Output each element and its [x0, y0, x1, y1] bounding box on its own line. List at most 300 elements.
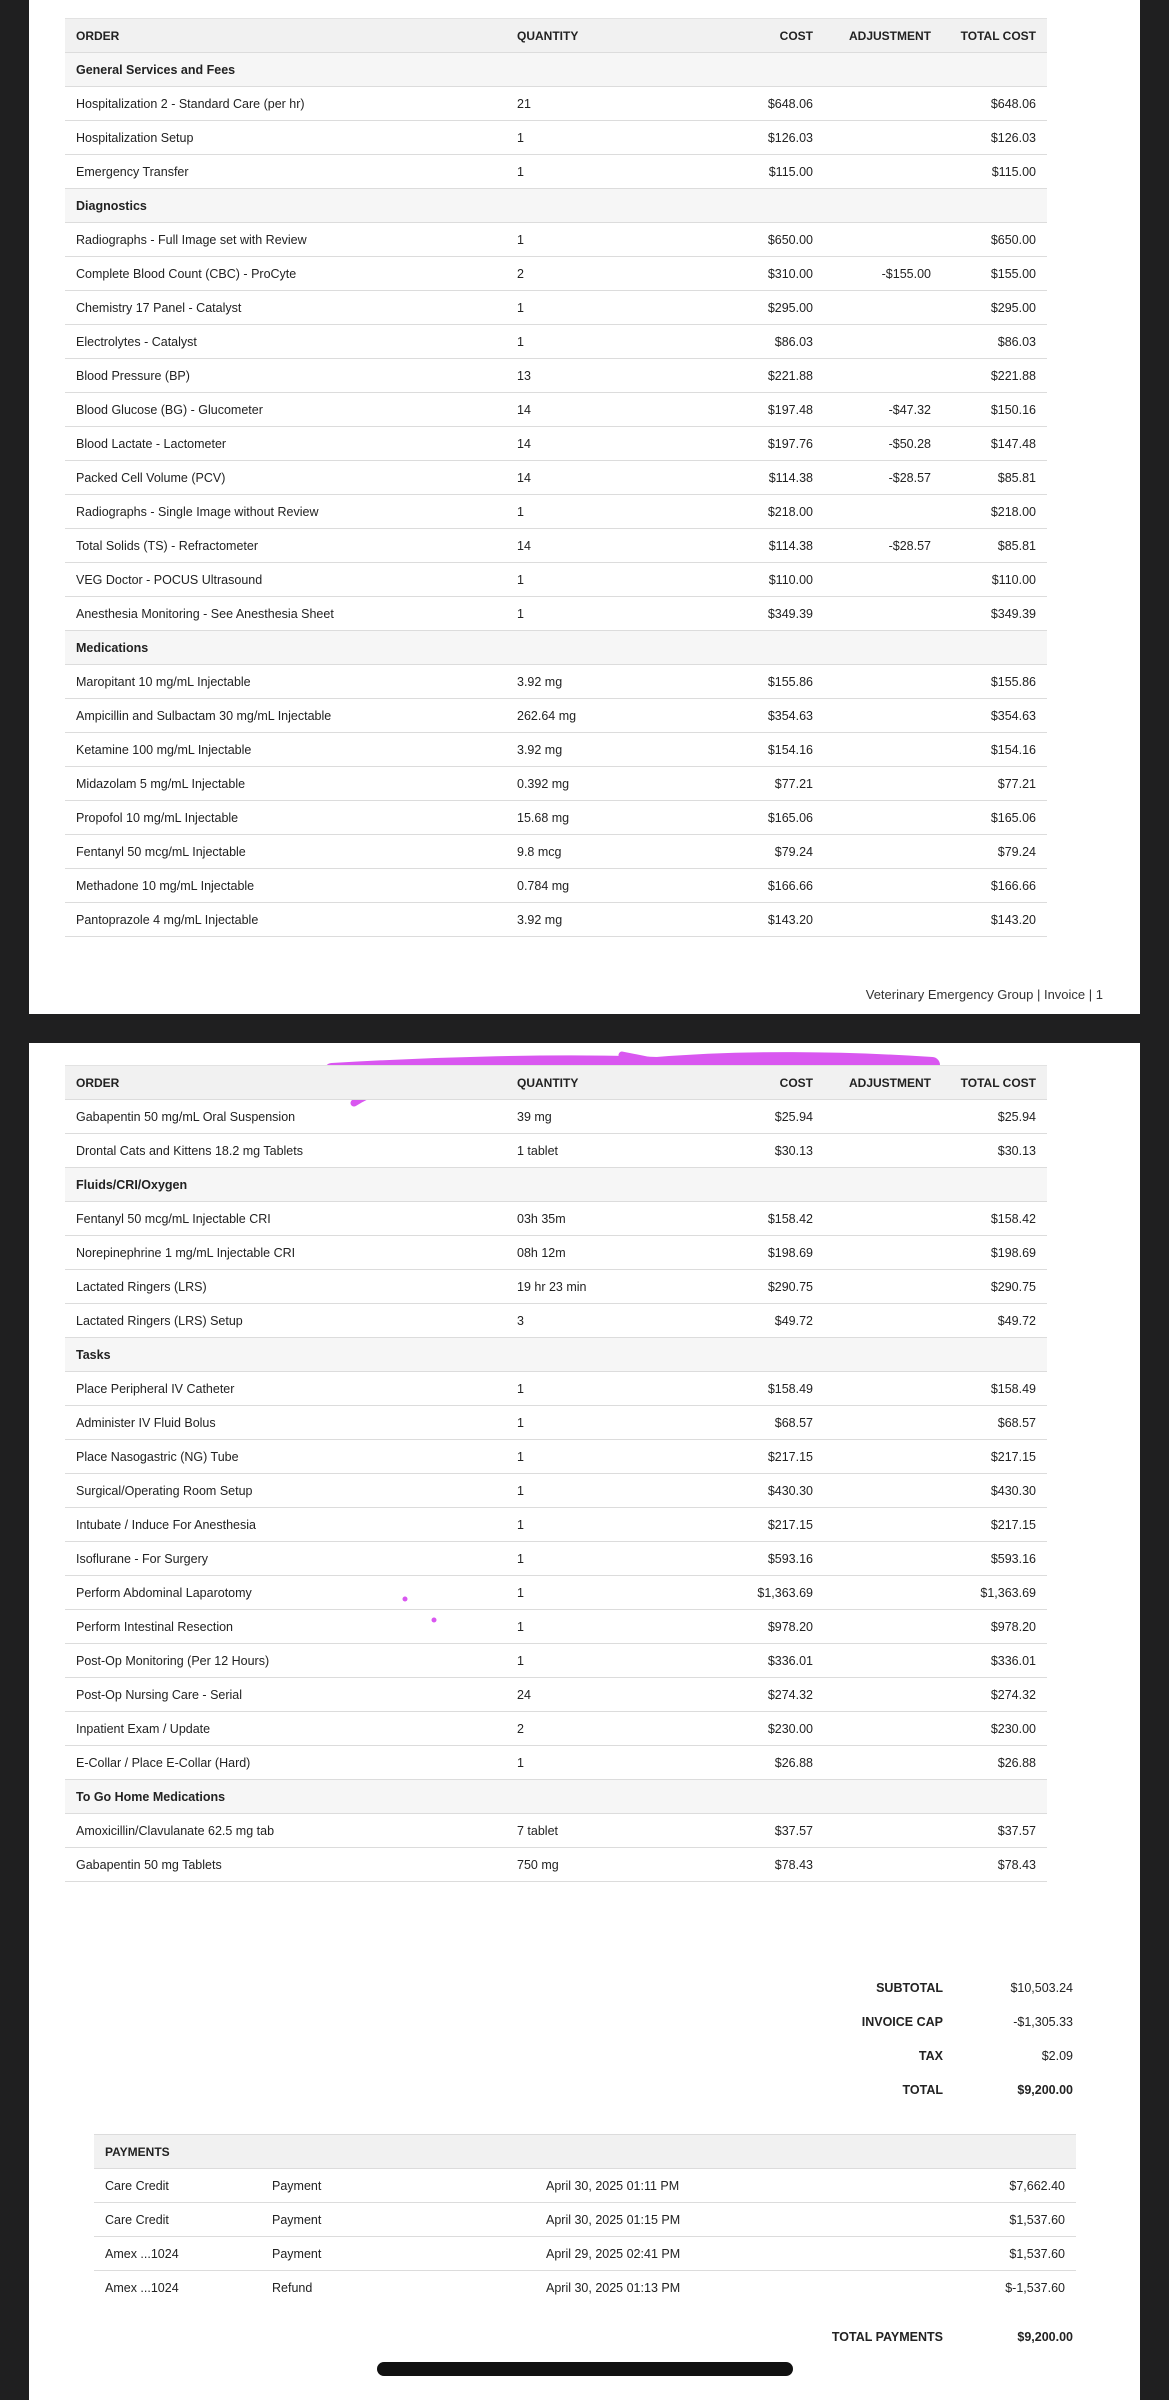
- item-adjustment: [824, 563, 942, 597]
- item-name: Fentanyl 50 mcg/mL Injectable CRI: [65, 1202, 506, 1236]
- table-row: [65, 699, 1047, 733]
- item-total-cost: $158.42: [942, 1202, 1047, 1236]
- item-cost: $295.00: [728, 291, 824, 325]
- column-header-quantity: QUANTITY: [506, 1066, 728, 1100]
- item-cost: $230.00: [728, 1712, 824, 1746]
- item-total-cost: $147.48: [942, 427, 1047, 461]
- item-cost: $349.39: [728, 597, 824, 631]
- totals-label: TOTAL: [902, 2083, 943, 2097]
- item-total-cost: $26.88: [942, 1746, 1047, 1780]
- item-cost: $25.94: [728, 1100, 824, 1134]
- payment-date: April 30, 2025 01:11 PM: [535, 2169, 876, 2203]
- category-name: Tasks: [65, 1338, 1047, 1372]
- item-quantity: 2: [506, 257, 728, 291]
- item-adjustment: [824, 1406, 942, 1440]
- item-quantity: 0.784 mg: [506, 869, 728, 903]
- item-name: Midazolam 5 mg/mL Injectable: [65, 767, 506, 801]
- item-total-cost: $274.32: [942, 1678, 1047, 1712]
- item-cost: $354.63: [728, 699, 824, 733]
- item-adjustment: [824, 1134, 942, 1168]
- item-name: Lactated Ringers (LRS): [65, 1270, 506, 1304]
- item-quantity: 1: [506, 1474, 728, 1508]
- item-cost: $78.43: [728, 1848, 824, 1882]
- payment-row: [94, 2203, 1076, 2237]
- table-row: [65, 903, 1047, 937]
- table-row: [65, 223, 1047, 257]
- line-items-table-page-1: [65, 18, 1047, 937]
- item-cost: $158.42: [728, 1202, 824, 1236]
- item-total-cost: $68.57: [942, 1406, 1047, 1440]
- table-row: [65, 1678, 1047, 1712]
- payment-row: [94, 2237, 1076, 2271]
- item-quantity: 1: [506, 1576, 728, 1610]
- item-quantity: 1: [506, 1746, 728, 1780]
- item-quantity: 13: [506, 359, 728, 393]
- category-name: General Services and Fees: [65, 53, 1047, 87]
- item-adjustment: [824, 223, 942, 257]
- item-cost: $158.49: [728, 1372, 824, 1406]
- payments-table: [94, 2134, 1076, 2305]
- item-name: Methadone 10 mg/mL Injectable: [65, 869, 506, 903]
- item-name: Post-Op Monitoring (Per 12 Hours): [65, 1644, 506, 1678]
- item-adjustment: -$155.00: [824, 257, 942, 291]
- item-name: Emergency Transfer: [65, 155, 506, 189]
- column-header-adjustment: ADJUSTMENT: [824, 19, 942, 53]
- item-cost: $37.57: [728, 1814, 824, 1848]
- item-quantity: 0.392 mg: [506, 767, 728, 801]
- table-row: [65, 393, 1047, 427]
- item-adjustment: [824, 155, 942, 189]
- item-cost: $115.00: [728, 155, 824, 189]
- column-header-cost: COST: [728, 1066, 824, 1100]
- item-total-cost: $49.72: [942, 1304, 1047, 1338]
- payment-type: Payment: [261, 2237, 535, 2271]
- totals-row: [803, 2005, 1073, 2039]
- category-row: [65, 1780, 1047, 1814]
- item-cost: $648.06: [728, 87, 824, 121]
- table-row: [65, 1746, 1047, 1780]
- payment-amount: $1,537.60: [876, 2203, 1076, 2237]
- item-cost: $978.20: [728, 1610, 824, 1644]
- item-cost: $49.72: [728, 1304, 824, 1338]
- payments-header: PAYMENTS: [94, 2135, 1076, 2169]
- item-cost: $336.01: [728, 1644, 824, 1678]
- category-name: Medications: [65, 631, 1047, 665]
- line-items-table-page-2: [65, 1065, 1047, 1882]
- table-row: [65, 1848, 1047, 1882]
- item-quantity: 15.68 mg: [506, 801, 728, 835]
- table-row: [65, 1372, 1047, 1406]
- item-cost: $154.16: [728, 733, 824, 767]
- item-total-cost: $155.86: [942, 665, 1047, 699]
- item-name: Place Peripheral IV Catheter: [65, 1372, 506, 1406]
- category-row: [65, 631, 1047, 665]
- item-cost: $26.88: [728, 1746, 824, 1780]
- item-name: Hospitalization Setup: [65, 121, 506, 155]
- item-quantity: 3: [506, 1304, 728, 1338]
- item-quantity: 262.64 mg: [506, 699, 728, 733]
- item-quantity: 1: [506, 155, 728, 189]
- item-cost: $114.38: [728, 461, 824, 495]
- item-adjustment: [824, 1712, 942, 1746]
- item-cost: $1,363.69: [728, 1576, 824, 1610]
- item-quantity: 1: [506, 1610, 728, 1644]
- item-cost: $217.15: [728, 1440, 824, 1474]
- category-row: [65, 53, 1047, 87]
- item-adjustment: [824, 291, 942, 325]
- item-adjustment: [824, 1100, 942, 1134]
- payments-header-row: [94, 2135, 1076, 2169]
- item-name: Propofol 10 mg/mL Injectable: [65, 801, 506, 835]
- table-row: [65, 835, 1047, 869]
- item-quantity: 14: [506, 427, 728, 461]
- item-adjustment: [824, 1270, 942, 1304]
- table-row: [65, 325, 1047, 359]
- table-row: [65, 1236, 1047, 1270]
- item-total-cost: $166.66: [942, 869, 1047, 903]
- item-cost: $79.24: [728, 835, 824, 869]
- item-quantity: 1: [506, 325, 728, 359]
- item-name: Lactated Ringers (LRS) Setup: [65, 1304, 506, 1338]
- table-row: [65, 1440, 1047, 1474]
- item-total-cost: $37.57: [942, 1814, 1047, 1848]
- payment-date: April 29, 2025 02:41 PM: [535, 2237, 876, 2271]
- item-name: Isoflurane - For Surgery: [65, 1542, 506, 1576]
- item-total-cost: $593.16: [942, 1542, 1047, 1576]
- item-total-cost: $650.00: [942, 223, 1047, 257]
- item-cost: $274.32: [728, 1678, 824, 1712]
- item-name: Complete Blood Count (CBC) - ProCyte: [65, 257, 506, 291]
- page-footer: Veterinary Emergency Group | Invoice | 1: [865, 987, 1103, 1002]
- item-adjustment: [824, 1678, 942, 1712]
- payment-type: Payment: [261, 2203, 535, 2237]
- item-cost: $217.15: [728, 1508, 824, 1542]
- item-cost: $650.00: [728, 223, 824, 257]
- table-row: [65, 461, 1047, 495]
- totals-row: [803, 2073, 1073, 2107]
- item-total-cost: $79.24: [942, 835, 1047, 869]
- item-cost: $110.00: [728, 563, 824, 597]
- item-total-cost: $85.81: [942, 461, 1047, 495]
- item-total-cost: $85.81: [942, 529, 1047, 563]
- category-row: [65, 1168, 1047, 1202]
- payment-type: Payment: [261, 2169, 535, 2203]
- table-row: [65, 665, 1047, 699]
- item-adjustment: [824, 121, 942, 155]
- item-quantity: 14: [506, 461, 728, 495]
- item-total-cost: $158.49: [942, 1372, 1047, 1406]
- item-cost: $77.21: [728, 767, 824, 801]
- payment-amount: $-1,537.60: [876, 2271, 1076, 2305]
- item-cost: $114.38: [728, 529, 824, 563]
- item-quantity: 03h 35m: [506, 1202, 728, 1236]
- totals-value: -$1,305.33: [1013, 2015, 1073, 2029]
- item-adjustment: [824, 767, 942, 801]
- totals-value: $9,200.00: [1017, 2083, 1073, 2097]
- item-total-cost: $230.00: [942, 1712, 1047, 1746]
- item-adjustment: [824, 1848, 942, 1882]
- totals-row: [803, 2039, 1073, 2073]
- item-quantity: 14: [506, 393, 728, 427]
- item-name: Gabapentin 50 mg Tablets: [65, 1848, 506, 1882]
- item-adjustment: [824, 1508, 942, 1542]
- table-row: [65, 121, 1047, 155]
- payment-date: April 30, 2025 01:13 PM: [535, 2271, 876, 2305]
- table-row: [65, 1202, 1047, 1236]
- item-total-cost: $217.15: [942, 1440, 1047, 1474]
- item-quantity: 750 mg: [506, 1848, 728, 1882]
- item-total-cost: $978.20: [942, 1610, 1047, 1644]
- item-adjustment: [824, 1474, 942, 1508]
- item-adjustment: [824, 733, 942, 767]
- totals-row: [803, 1971, 1073, 2005]
- table-row: [65, 1542, 1047, 1576]
- item-cost: $430.30: [728, 1474, 824, 1508]
- payment-amount: $1,537.60: [876, 2237, 1076, 2271]
- table-row: [65, 1474, 1047, 1508]
- item-cost: $310.00: [728, 257, 824, 291]
- payment-method: Amex ...1024: [94, 2271, 261, 2305]
- table-row: [65, 1100, 1047, 1134]
- table-row: [65, 1134, 1047, 1168]
- item-total-cost: $221.88: [942, 359, 1047, 393]
- table-row: [65, 869, 1047, 903]
- item-total-cost: $290.75: [942, 1270, 1047, 1304]
- category-name: Diagnostics: [65, 189, 1047, 223]
- item-name: Place Nasogastric (NG) Tube: [65, 1440, 506, 1474]
- item-name: Radiographs - Single Image without Review: [65, 495, 506, 529]
- payment-amount: $7,662.40: [876, 2169, 1076, 2203]
- item-adjustment: -$28.57: [824, 529, 942, 563]
- table-row: [65, 1712, 1047, 1746]
- item-quantity: 1 tablet: [506, 1134, 728, 1168]
- item-name: Radiographs - Full Image set with Review: [65, 223, 506, 257]
- item-name: Hospitalization 2 - Standard Care (per hr): [65, 87, 506, 121]
- item-cost: $197.76: [728, 427, 824, 461]
- table-row: [65, 1644, 1047, 1678]
- totals-label: SUBTOTAL: [876, 1981, 943, 1995]
- item-quantity: 3.92 mg: [506, 903, 728, 937]
- item-total-cost: $155.00: [942, 257, 1047, 291]
- payment-type: Refund: [261, 2271, 535, 2305]
- category-row: [65, 1338, 1047, 1372]
- item-adjustment: -$50.28: [824, 427, 942, 461]
- payment-row: [94, 2271, 1076, 2305]
- item-name: Perform Abdominal Laparotomy: [65, 1576, 506, 1610]
- item-quantity: 39 mg: [506, 1100, 728, 1134]
- item-quantity: 1: [506, 1644, 728, 1678]
- item-name: E-Collar / Place E-Collar (Hard): [65, 1746, 506, 1780]
- item-cost: $198.69: [728, 1236, 824, 1270]
- item-name: Chemistry 17 Panel - Catalyst: [65, 291, 506, 325]
- item-total-cost: $1,363.69: [942, 1576, 1047, 1610]
- column-header-total-cost: TOTAL COST: [942, 1066, 1047, 1100]
- line-items-body: [65, 53, 1047, 937]
- item-adjustment: [824, 87, 942, 121]
- column-header-cost: COST: [728, 19, 824, 53]
- total-payments-label: TOTAL PAYMENTS: [831, 2330, 943, 2344]
- item-total-cost: $336.01: [942, 1644, 1047, 1678]
- item-quantity: 1: [506, 563, 728, 597]
- table-row: [65, 87, 1047, 121]
- item-total-cost: $648.06: [942, 87, 1047, 121]
- item-adjustment: [824, 869, 942, 903]
- item-adjustment: [824, 495, 942, 529]
- item-name: Pantoprazole 4 mg/mL Injectable: [65, 903, 506, 937]
- category-row: [65, 189, 1047, 223]
- item-name: Anesthesia Monitoring - See Anesthesia Sheet: [65, 597, 506, 631]
- table-row: [65, 529, 1047, 563]
- item-total-cost: $165.06: [942, 801, 1047, 835]
- item-quantity: 1: [506, 223, 728, 257]
- item-name: Electrolytes - Catalyst: [65, 325, 506, 359]
- item-adjustment: [824, 325, 942, 359]
- item-quantity: 1: [506, 1372, 728, 1406]
- item-name: VEG Doctor - POCUS Ultrasound: [65, 563, 506, 597]
- item-total-cost: $198.69: [942, 1236, 1047, 1270]
- table-row: [65, 1610, 1047, 1644]
- item-cost: $165.06: [728, 801, 824, 835]
- table-row: [65, 1304, 1047, 1338]
- item-cost: $155.86: [728, 665, 824, 699]
- item-quantity: 1: [506, 1542, 728, 1576]
- table-row: [65, 155, 1047, 189]
- item-name: Packed Cell Volume (PCV): [65, 461, 506, 495]
- item-quantity: 19 hr 23 min: [506, 1270, 728, 1304]
- table-row: [65, 801, 1047, 835]
- item-adjustment: [824, 665, 942, 699]
- column-header-quantity: QUANTITY: [506, 19, 728, 53]
- total-payments: [773, 2330, 1073, 2344]
- table-header-row: [65, 19, 1047, 53]
- totals-label: TAX: [918, 2049, 943, 2063]
- item-name: Ketamine 100 mg/mL Injectable: [65, 733, 506, 767]
- item-adjustment: [824, 1440, 942, 1474]
- item-name: Perform Intestinal Resection: [65, 1610, 506, 1644]
- table-row: [65, 427, 1047, 461]
- item-total-cost: $150.16: [942, 393, 1047, 427]
- item-name: Intubate / Induce For Anesthesia: [65, 1508, 506, 1542]
- invoice-totals: [803, 1971, 1073, 2107]
- item-name: Maropitant 10 mg/mL Injectable: [65, 665, 506, 699]
- item-cost: $290.75: [728, 1270, 824, 1304]
- item-cost: $30.13: [728, 1134, 824, 1168]
- table-row: [65, 597, 1047, 631]
- item-name: Fentanyl 50 mcg/mL Injectable: [65, 835, 506, 869]
- item-quantity: 21: [506, 87, 728, 121]
- item-total-cost: $86.03: [942, 325, 1047, 359]
- totals-value: $2.09: [1041, 2049, 1073, 2063]
- item-total-cost: $30.13: [942, 1134, 1047, 1168]
- item-name: Blood Glucose (BG) - Glucometer: [65, 393, 506, 427]
- item-name: Blood Pressure (BP): [65, 359, 506, 393]
- line-items-body: [65, 1100, 1047, 1882]
- table-row: [65, 291, 1047, 325]
- item-quantity: 1: [506, 121, 728, 155]
- item-adjustment: [824, 597, 942, 631]
- item-quantity: 9.8 mcg: [506, 835, 728, 869]
- table-row: [65, 495, 1047, 529]
- item-total-cost: $77.21: [942, 767, 1047, 801]
- totals-label: INVOICE CAP: [861, 2015, 943, 2029]
- item-adjustment: [824, 359, 942, 393]
- item-adjustment: [824, 1304, 942, 1338]
- category-name: Fluids/CRI/Oxygen: [65, 1168, 1047, 1202]
- item-adjustment: -$47.32: [824, 393, 942, 427]
- payment-row: [94, 2169, 1076, 2203]
- item-name: Drontal Cats and Kittens 18.2 mg Tablets: [65, 1134, 506, 1168]
- item-adjustment: [824, 1610, 942, 1644]
- item-name: Blood Lactate - Lactometer: [65, 427, 506, 461]
- item-total-cost: $349.39: [942, 597, 1047, 631]
- payment-date: April 30, 2025 01:15 PM: [535, 2203, 876, 2237]
- item-total-cost: $218.00: [942, 495, 1047, 529]
- item-cost: $197.48: [728, 393, 824, 427]
- table-row: [65, 1406, 1047, 1440]
- item-quantity: 7 tablet: [506, 1814, 728, 1848]
- item-quantity: 1: [506, 1508, 728, 1542]
- item-adjustment: [824, 699, 942, 733]
- item-adjustment: [824, 1372, 942, 1406]
- item-quantity: 1: [506, 1440, 728, 1474]
- item-name: Post-Op Nursing Care - Serial: [65, 1678, 506, 1712]
- item-cost: $68.57: [728, 1406, 824, 1440]
- table-row: [65, 1270, 1047, 1304]
- payment-method: Care Credit: [94, 2169, 261, 2203]
- stray-ink-dots: [400, 1594, 440, 1624]
- item-adjustment: [824, 1576, 942, 1610]
- item-name: Norepinephrine 1 mg/mL Injectable CRI: [65, 1236, 506, 1270]
- column-header-order: ORDER: [65, 1066, 506, 1100]
- column-header-adjustment: ADJUSTMENT: [824, 1066, 942, 1100]
- item-adjustment: [824, 1644, 942, 1678]
- item-name: Ampicillin and Sulbactam 30 mg/mL Injectable: [65, 699, 506, 733]
- item-adjustment: [824, 903, 942, 937]
- item-quantity: 3.92 mg: [506, 733, 728, 767]
- item-quantity: 24: [506, 1678, 728, 1712]
- item-name: Total Solids (TS) - Refractometer: [65, 529, 506, 563]
- item-total-cost: $217.15: [942, 1508, 1047, 1542]
- item-adjustment: [824, 1746, 942, 1780]
- table-row: [65, 733, 1047, 767]
- item-name: Amoxicillin/Clavulanate 62.5 mg tab: [65, 1814, 506, 1848]
- table-row: [65, 1576, 1047, 1610]
- table-row: [65, 767, 1047, 801]
- item-quantity: 14: [506, 529, 728, 563]
- item-quantity: 1: [506, 495, 728, 529]
- column-header-total-cost: TOTAL COST: [942, 19, 1047, 53]
- home-indicator-bar[interactable]: [377, 2362, 793, 2376]
- item-total-cost: $430.30: [942, 1474, 1047, 1508]
- table-row: [65, 1508, 1047, 1542]
- item-total-cost: $78.43: [942, 1848, 1047, 1882]
- table-row: [65, 359, 1047, 393]
- item-quantity: 1: [506, 1406, 728, 1440]
- item-total-cost: $110.00: [942, 563, 1047, 597]
- item-cost: $166.66: [728, 869, 824, 903]
- item-total-cost: $25.94: [942, 1100, 1047, 1134]
- item-total-cost: $115.00: [942, 155, 1047, 189]
- table-row: [65, 257, 1047, 291]
- payment-method: Amex ...1024: [94, 2237, 261, 2271]
- item-cost: $143.20: [728, 903, 824, 937]
- item-total-cost: $154.16: [942, 733, 1047, 767]
- category-name: To Go Home Medications: [65, 1780, 1047, 1814]
- item-cost: $593.16: [728, 1542, 824, 1576]
- item-cost: $86.03: [728, 325, 824, 359]
- item-quantity: 1: [506, 291, 728, 325]
- total-payments-value: $9,200.00: [1017, 2330, 1073, 2344]
